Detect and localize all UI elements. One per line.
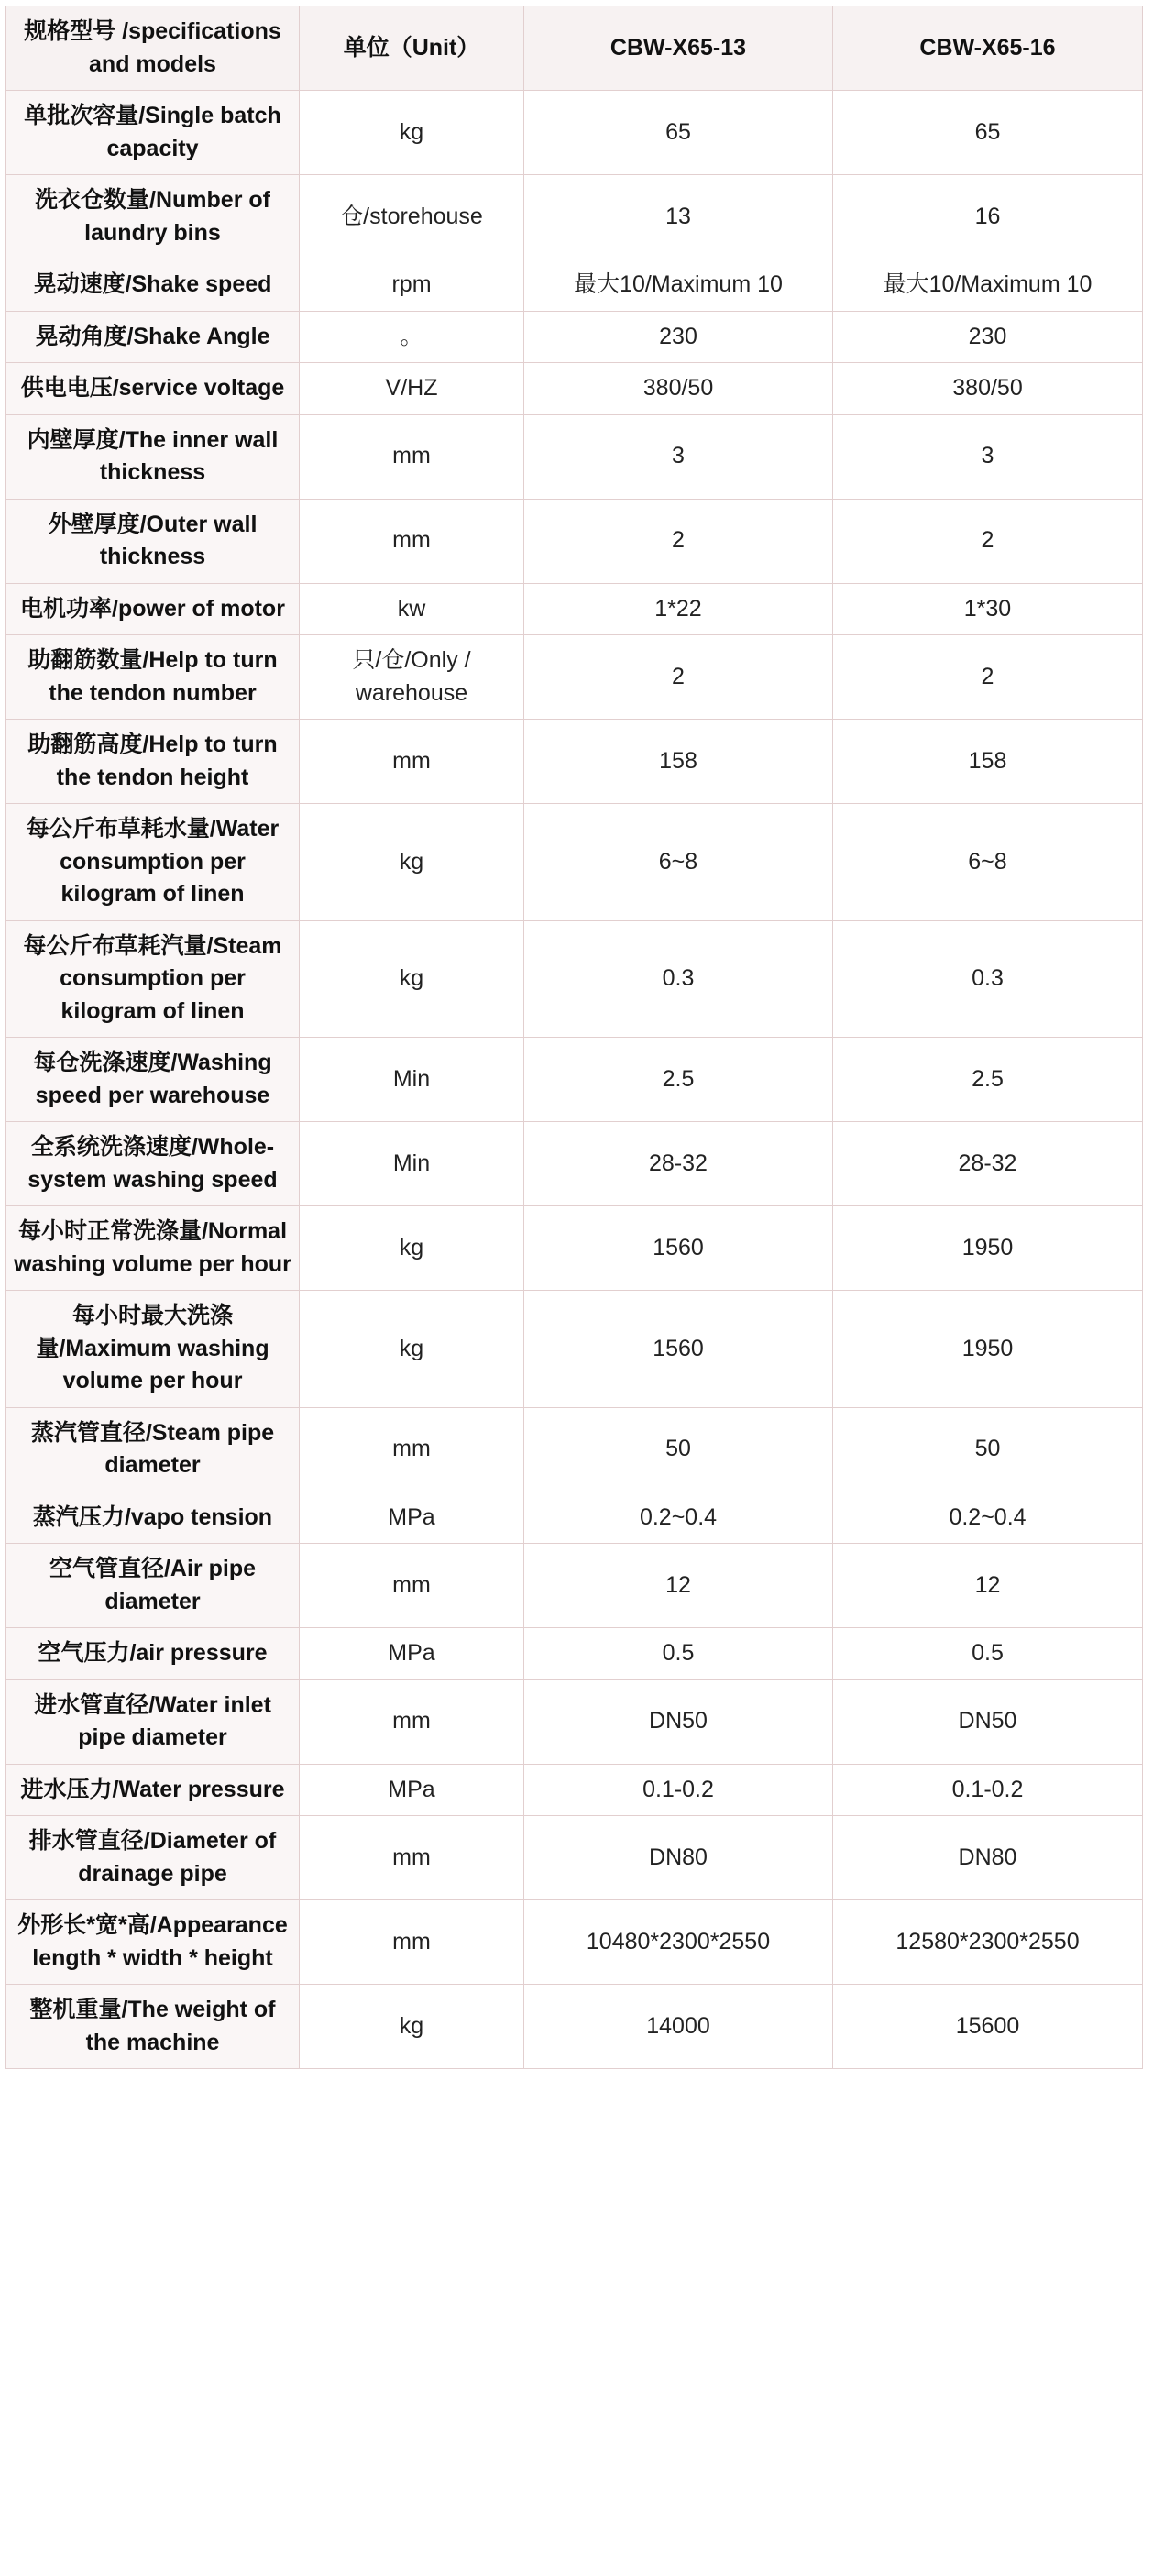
spec-label-cell: 全系统洗涤速度/Whole-system washing speed (6, 1122, 300, 1206)
specification-table (5, 6, 1143, 2069)
table-row (6, 1985, 1143, 2069)
spec-label-cell: 进水管直径/Water inlet pipe diameter (6, 1679, 300, 1764)
spec-value-cell-model-1: 0.1-0.2 (524, 1764, 833, 1816)
spec-label-cell: 排水管直径/Diameter of drainage pipe (6, 1816, 300, 1900)
spec-unit-cell: mm (300, 414, 524, 499)
spec-value-cell-model-2: 158 (833, 720, 1143, 804)
spec-value-cell-model-2: 230 (833, 311, 1143, 363)
spec-unit-cell: 。 (300, 311, 524, 363)
spec-unit-cell: Min (300, 1122, 524, 1206)
table-row (6, 1038, 1143, 1122)
spec-unit-cell: mm (300, 1407, 524, 1492)
spec-value-cell-model-1: 1560 (524, 1206, 833, 1291)
spec-value-cell-model-1: 2.5 (524, 1038, 833, 1122)
spec-label-cell: 蒸汽压力/vapo tension (6, 1492, 300, 1544)
spec-label-cell: 单批次容量/Single batch capacity (6, 91, 300, 175)
table-row (6, 635, 1143, 720)
table-row (6, 1900, 1143, 1985)
spec-label-cell: 晃动角度/Shake Angle (6, 311, 300, 363)
spec-value-cell-model-2: 2 (833, 499, 1143, 583)
spec-unit-cell: mm (300, 1900, 524, 1985)
spec-label-cell: 外形长*宽*高/Appearance length * width * height (6, 1900, 300, 1985)
column-header-unit: 单位（Unit） (300, 6, 524, 91)
spec-label-cell: 蒸汽管直径/Steam pipe diameter (6, 1407, 300, 1492)
spec-value-cell-model-2: 1*30 (833, 583, 1143, 635)
spec-value-cell-model-1: DN80 (524, 1816, 833, 1900)
spec-value-cell-model-1: 14000 (524, 1985, 833, 2069)
spec-unit-cell: mm (300, 1816, 524, 1900)
spec-value-cell-model-2: 15600 (833, 1985, 1143, 2069)
spec-value-cell-model-1: 380/50 (524, 363, 833, 415)
spec-value-cell-model-1: 2 (524, 499, 833, 583)
spec-unit-cell: MPa (300, 1764, 524, 1816)
spec-value-cell-model-2: 0.1-0.2 (833, 1764, 1143, 1816)
spec-unit-cell: MPa (300, 1492, 524, 1544)
spec-unit-cell: kg (300, 804, 524, 921)
spec-value-cell-model-2: 16 (833, 175, 1143, 259)
spec-label-cell: 每公斤布草耗水量/Water consumption per kilogram of linen (6, 804, 300, 921)
table-row (6, 920, 1143, 1038)
spec-value-cell-model-1: 0.3 (524, 920, 833, 1038)
column-header-model-2: CBW-X65-16 (833, 6, 1143, 91)
table-row (6, 583, 1143, 635)
spec-value-cell-model-1: 50 (524, 1407, 833, 1492)
spec-unit-cell: kg (300, 1291, 524, 1408)
spec-unit-cell: 仓/storehouse (300, 175, 524, 259)
spec-value-cell-model-1: 最大10/Maximum 10 (524, 259, 833, 312)
spec-value-cell-model-1: 10480*2300*2550 (524, 1900, 833, 1985)
table-row (6, 363, 1143, 415)
spec-value-cell-model-1: 0.2~0.4 (524, 1492, 833, 1544)
spec-value-cell-model-2: 1950 (833, 1291, 1143, 1408)
spec-label-cell: 进水压力/Water pressure (6, 1764, 300, 1816)
table-row (6, 1206, 1143, 1291)
column-header-specifications: 规格型号 /specifications and models (6, 6, 300, 91)
spec-unit-cell: Min (300, 1038, 524, 1122)
spec-value-cell-model-2: 50 (833, 1407, 1143, 1492)
spec-label-cell: 内壁厚度/The inner wall thickness (6, 414, 300, 499)
spec-unit-cell: kg (300, 1206, 524, 1291)
spec-value-cell-model-2: 380/50 (833, 363, 1143, 415)
table-row (6, 259, 1143, 312)
spec-value-cell-model-2: 28-32 (833, 1122, 1143, 1206)
table-row (6, 499, 1143, 583)
table-row (6, 1679, 1143, 1764)
spec-value-cell-model-2: 0.3 (833, 920, 1143, 1038)
spec-label-cell: 空气压力/air pressure (6, 1628, 300, 1680)
spec-value-cell-model-1: 230 (524, 311, 833, 363)
spec-unit-cell: 只/仓/Only / warehouse (300, 635, 524, 720)
table-row (6, 1628, 1143, 1680)
spec-label-cell: 洗衣仓数量/Number of laundry bins (6, 175, 300, 259)
spec-label-cell: 助翻筋数量/Help to turn the tendon number (6, 635, 300, 720)
spec-value-cell-model-2: 0.2~0.4 (833, 1492, 1143, 1544)
spec-value-cell-model-2: 6~8 (833, 804, 1143, 921)
spec-unit-cell: mm (300, 1679, 524, 1764)
spec-label-cell: 每仓洗涤速度/Washing speed per warehouse (6, 1038, 300, 1122)
specification-table-container (0, 6, 1153, 2069)
spec-value-cell-model-2: 0.5 (833, 1628, 1143, 1680)
table-row (6, 804, 1143, 921)
spec-label-cell: 助翻筋高度/Help to turn the tendon height (6, 720, 300, 804)
spec-unit-cell: MPa (300, 1628, 524, 1680)
spec-value-cell-model-2: 最大10/Maximum 10 (833, 259, 1143, 312)
table-header-row (6, 6, 1143, 91)
table-row (6, 91, 1143, 175)
spec-unit-cell: V/HZ (300, 363, 524, 415)
table-row (6, 1764, 1143, 1816)
spec-label-cell: 晃动速度/Shake speed (6, 259, 300, 312)
spec-value-cell-model-2: 2 (833, 635, 1143, 720)
table-row (6, 1492, 1143, 1544)
table-row (6, 1122, 1143, 1206)
spec-value-cell-model-2: DN80 (833, 1816, 1143, 1900)
spec-value-cell-model-1: 28-32 (524, 1122, 833, 1206)
spec-unit-cell: kg (300, 1985, 524, 2069)
spec-unit-cell: kw (300, 583, 524, 635)
spec-label-cell: 供电电压/service voltage (6, 363, 300, 415)
spec-value-cell-model-1: 0.5 (524, 1628, 833, 1680)
table-row (6, 720, 1143, 804)
table-row (6, 311, 1143, 363)
table-row (6, 1816, 1143, 1900)
spec-unit-cell: mm (300, 720, 524, 804)
spec-value-cell-model-1: 6~8 (524, 804, 833, 921)
spec-value-cell-model-2: 12580*2300*2550 (833, 1900, 1143, 1985)
table-header (6, 6, 1143, 91)
spec-value-cell-model-2: 65 (833, 91, 1143, 175)
spec-value-cell-model-1: 158 (524, 720, 833, 804)
table-row (6, 175, 1143, 259)
spec-value-cell-model-2: 2.5 (833, 1038, 1143, 1122)
spec-value-cell-model-1: 13 (524, 175, 833, 259)
spec-value-cell-model-1: 1*22 (524, 583, 833, 635)
spec-unit-cell: mm (300, 499, 524, 583)
spec-value-cell-model-2: 12 (833, 1544, 1143, 1628)
spec-unit-cell: kg (300, 91, 524, 175)
spec-unit-cell: rpm (300, 259, 524, 312)
spec-value-cell-model-1: 12 (524, 1544, 833, 1628)
spec-label-cell: 空气管直径/Air pipe diameter (6, 1544, 300, 1628)
spec-label-cell: 每公斤布草耗汽量/Steam consumption per kilogram of linen (6, 920, 300, 1038)
spec-value-cell-model-1: 1560 (524, 1291, 833, 1408)
spec-label-cell: 外壁厚度/Outer wall thickness (6, 499, 300, 583)
spec-value-cell-model-1: 3 (524, 414, 833, 499)
spec-value-cell-model-2: DN50 (833, 1679, 1143, 1764)
table-row (6, 1291, 1143, 1408)
spec-label-cell: 整机重量/The weight of the machine (6, 1985, 300, 2069)
spec-unit-cell: kg (300, 920, 524, 1038)
table-body (6, 91, 1143, 2069)
spec-value-cell-model-1: 2 (524, 635, 833, 720)
spec-value-cell-model-2: 1950 (833, 1206, 1143, 1291)
table-row (6, 1544, 1143, 1628)
spec-unit-cell: mm (300, 1544, 524, 1628)
spec-value-cell-model-1: DN50 (524, 1679, 833, 1764)
table-row (6, 414, 1143, 499)
spec-label-cell: 每小时最大洗涤量/Maximum washing volume per hour (6, 1291, 300, 1408)
spec-label-cell: 每小时正常洗涤量/Normal washing volume per hour (6, 1206, 300, 1291)
table-row (6, 1407, 1143, 1492)
spec-value-cell-model-1: 65 (524, 91, 833, 175)
column-header-model-1: CBW-X65-13 (524, 6, 833, 91)
spec-value-cell-model-2: 3 (833, 414, 1143, 499)
spec-label-cell: 电机功率/power of motor (6, 583, 300, 635)
